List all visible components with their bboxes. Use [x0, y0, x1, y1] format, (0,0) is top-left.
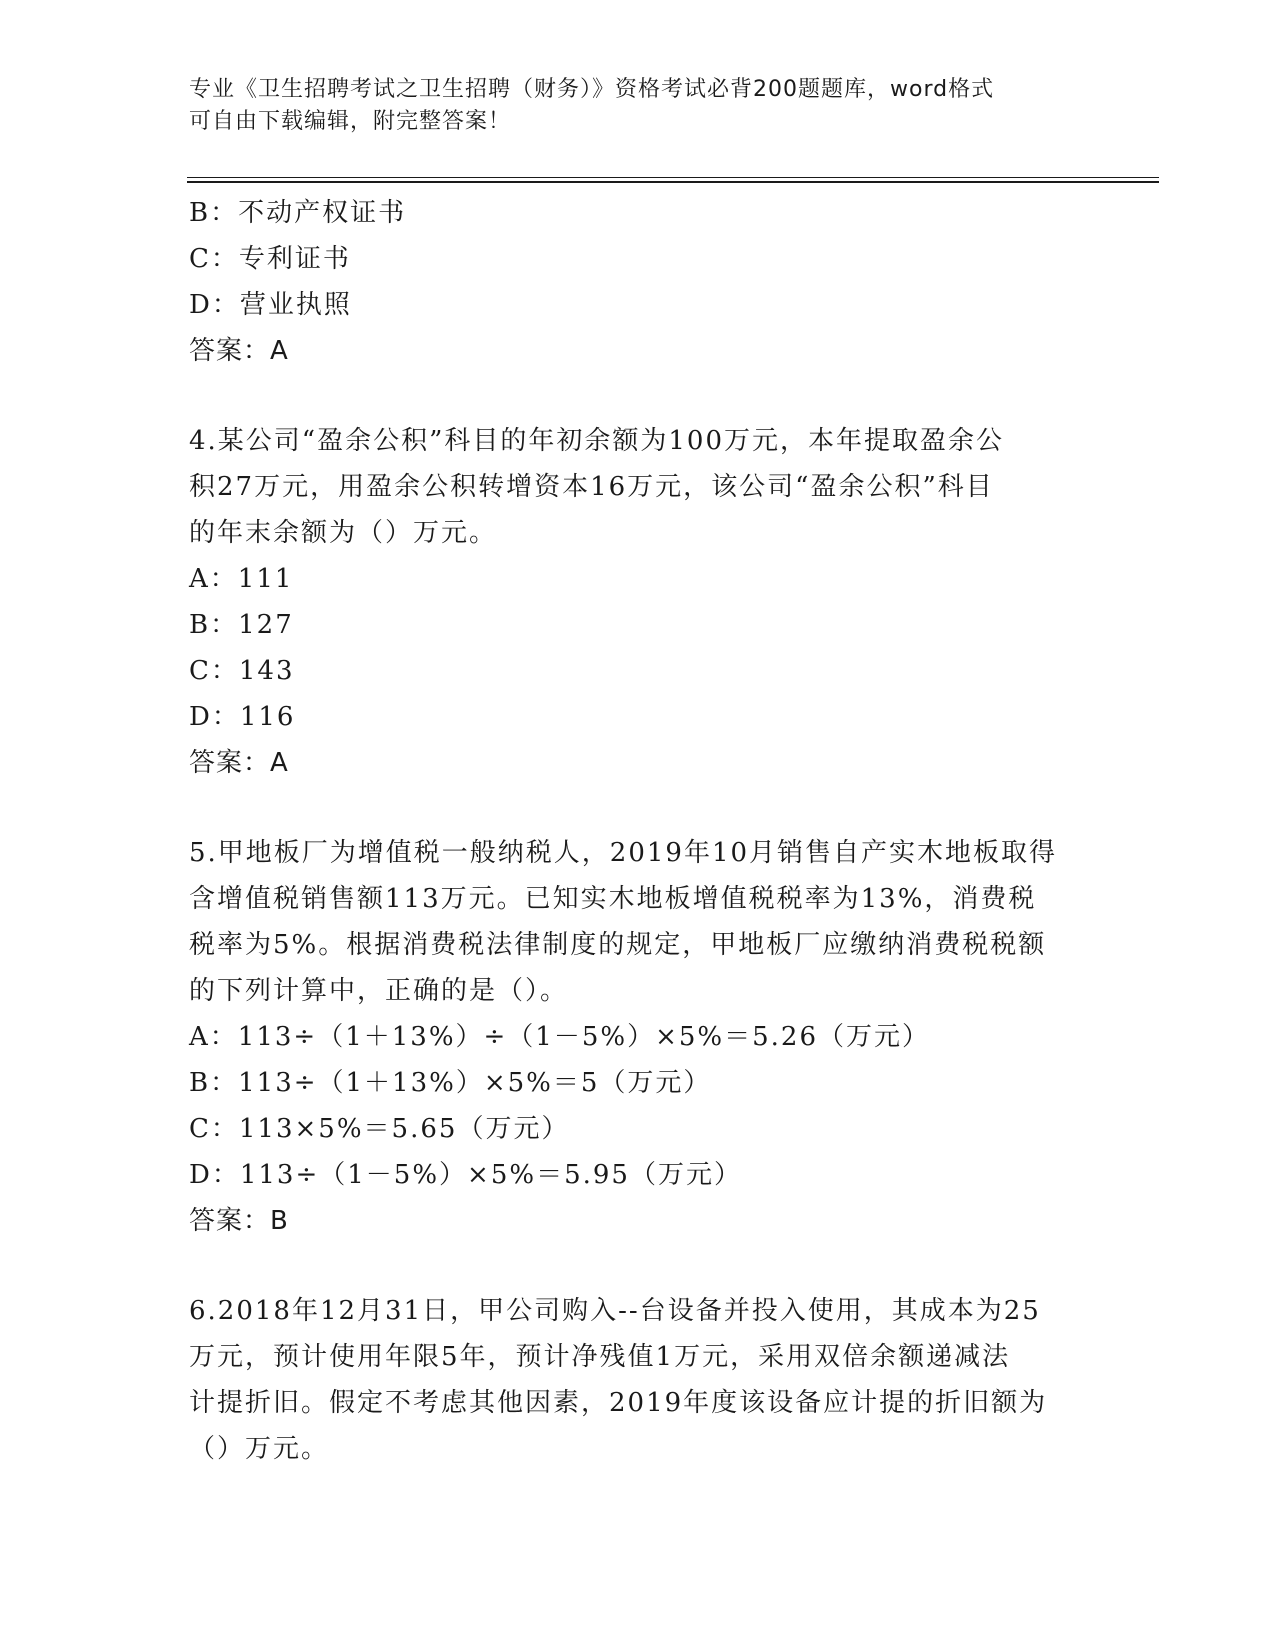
- option-c: C：143: [189, 656, 295, 686]
- option-a: A：111: [189, 564, 294, 594]
- document-header: [189, 74, 1089, 138]
- answer-label: 答案：B: [189, 1206, 289, 1236]
- answer-label: 答案：A: [189, 748, 289, 778]
- question-stem-line: 万元，预计使用年限5年，预计净残值1万元，采用双倍余额递减法: [189, 1342, 1011, 1372]
- option-b: B：127: [189, 610, 294, 640]
- question-6: [189, 1288, 1089, 1472]
- option-d: D：116: [189, 702, 296, 732]
- question-stem-line: 税率为5%。根据消费税法律制度的规定，甲地板厂应缴纳消费税税额: [189, 930, 1047, 960]
- option-d: D：113÷（1－5%）×5%＝5.95（万元）: [189, 1160, 742, 1190]
- option-d: D：营业执照: [189, 290, 352, 320]
- question-5: [189, 830, 1089, 1244]
- option-a: A：113÷（1＋13%）÷（1－5%）×5%＝5.26（万元）: [189, 1022, 931, 1052]
- answer-label: 答案：A: [189, 336, 289, 366]
- spacer: [189, 1244, 1089, 1288]
- question-stem-line: 6.2018年12月31日，甲公司购入--台设备并投入使用，其成本为25: [189, 1296, 1041, 1326]
- header-line-1: 专业《卫生招聘考试之卫生招聘（财务）》资格考试必背200题题库，word格式: [189, 77, 995, 102]
- option-b: B：113÷（1＋13%）×5%＝5（万元）: [189, 1068, 712, 1098]
- question-stem-line: 含增值税销售额113万元。已知实木地板增值税税率为13%，消费税: [189, 884, 1037, 914]
- header-divider: [187, 177, 1159, 183]
- document-body: [189, 190, 1089, 1472]
- question-stem-line: （）万元。: [189, 1434, 330, 1464]
- option-b: B：不动产权证书: [189, 198, 407, 228]
- question-4: [189, 418, 1089, 786]
- question-stem-line: 4.某公司“盈余公积”科目的年初余额为100万元，本年提取盈余公: [189, 426, 1005, 456]
- spacer: [189, 374, 1089, 418]
- question-stem-line: 的下列计算中，正确的是（）。: [189, 976, 569, 1006]
- option-c: C：113×5%＝5.65（万元）: [189, 1114, 570, 1144]
- option-c: C：专利证书: [189, 244, 351, 274]
- header-line-2: 可自由下载编辑，附完整答案！: [189, 109, 512, 134]
- spacer: [189, 786, 1089, 830]
- question-stem-line: 计提折旧。假定不考虑其他因素，2019年度该设备应计提的折旧额为: [189, 1388, 1048, 1418]
- question-stem-line: 的年末余额为（）万元。: [189, 518, 498, 548]
- question-stem-line: 积27万元，用盈余公积转增资本16万元，该公司“盈余公积”科目: [189, 472, 994, 502]
- question-stem-line: 5.甲地板厂为增值税一般纳税人，2019年10月销售自产实木地板取得: [189, 838, 1058, 868]
- question-3-remainder: [189, 190, 1089, 374]
